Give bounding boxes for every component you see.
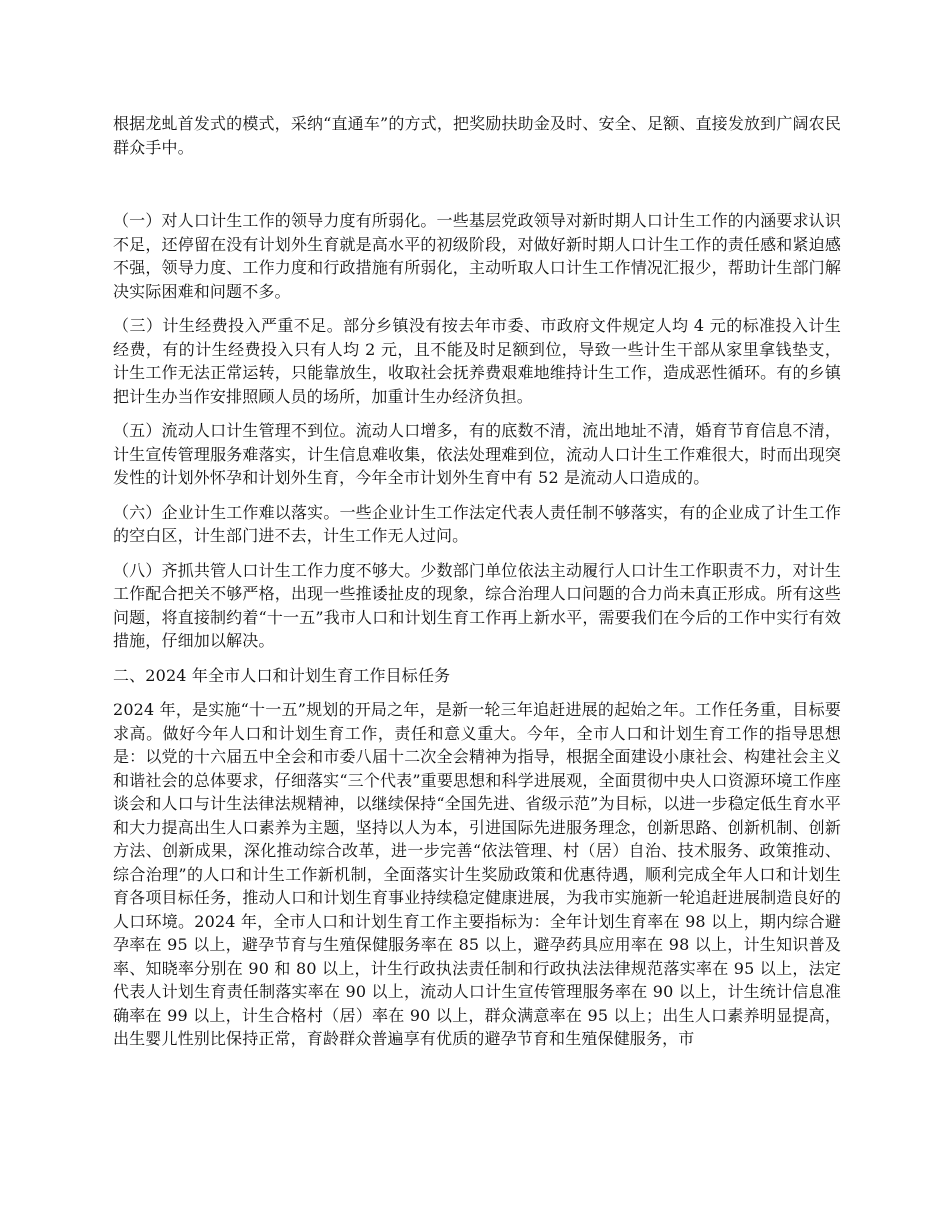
paragraph-2024-goals: 2024 年，是实施“十一五”规划的开局之年，是新一轮三年追赶进展的起始之年。工作任务重，目标要求高。做好今年人口和计划生育工作，责任和意义重大。今年，全市人口和计划生育工作的指导思想是：以党的十六届五中全会和市委八届十二次全会精神为指导，根据全面建设小康社会、构建社会主义和谐社会的总体要求，仔细落实“三个代表”重要思想和科学进展观，全面贯彻中央人口资源环境工作座谈会和人口与计生法律法规精神，以继续保持“全国先进、省级示范”为目标，以进一步稳定低生育水平和大力提高出生人口素养为主题，坚持以人为本，引进国际先进服务理念，创新思路、创新机制、创新方法、创新成果，深化推动综合改革，进一步完善“依法管理、村（居）自治、技术服务、政策推动、综合治理”的人口和计生工作新机制，全面落实计生奖励政策和优惠待遇，顺利完成全年人口和计划生育各项目标任务，推动人口和计划生育事业持续稳定健康进展，为我市实施新一轮追赶进展制造良好的人口环境。2024 年，全市人口和计划生育工作主要指标为：全年计划生育率在 98 以上，期内综合避孕率在 95 以上，避孕节育与生殖保健服务率在 85 以上，避孕药具应用率在 98 以上，计生知识普及率、知晓率分别在 90 和 80 以上，计生行政执法责任制和行政执法法律规范落实率在 95 以上，法定代表人计划生育责任制落实率在 90 以上，流动人口计生宣传管理服务率在 90 以上，计生统计信息准确率在 99 以上，计生合格村（居）率在 90 以上，群众满意率在 95 以上；出生人口素养明显提高，出生婴儿性别比保持正常，育龄群众普遍享有优质的避孕节育和生殖保健服务，市 [113,700,841,1048]
paragraph-issue-3-funding: （三）计生经费投入严重不足。部分乡镇没有按去年市委、市政府文件规定人均 4 元的标准投入计生经费，有的计生经费投入只有人均 2 元，且不能及时足额到位，导致一些计生干部从家里拿钱垫支，计生工作无法正常运转，只能靠放生，收取社会抚养费艰难地维持计生工作，造成恶性循环。有的乡镇把计生办当作安排照顾人员的场所，加重计生办经济负担。 [113,316,841,406]
paragraph-issue-5-floating-population: （五）流动人口计生管理不到位。流动人口增多，有的底数不清，流出地址不清，婚育节育信息不清，计生宣传管理服务难落实，计生信息难收集，依法处理难到位，流动人口计生工作难很大，时而出现突发性的计划外怀孕和计划外生育，今年全市计划外生育中有 52 是流动人口造成的。 [113,421,841,487]
paragraph-issue-1-leadership: （一）对人口计生工作的领导力度有所弱化。一些基层党政领导对新时期人口计生工作的内涵要求认识不足，还停留在没有计划外生育就是高水平的初级阶段，对做好新时期人口计生工作的责任感和紧迫感不强，领导力度、工作力度和行政措施有所弱化，主动听取人口计生工作情况汇报少，帮助计生部门解决实际困难和问题不多。 [113,211,841,301]
section-heading-2024-goals: 二、2024 年全市人口和计划生育工作目标任务 [113,665,451,685]
document-page [113,112,841,1051]
paragraph-issue-6-enterprise: （六）企业计生工作难以落实。一些企业计生工作法定代表人责任制不够落实，有的企业成了计生工作的空白区，计生部门进不去，计生工作无人过问。 [113,502,841,545]
paragraph-award-distribution: 根据龙虬首发式的模式，采纳“直通车”的方式，把奖励扶助金及时、安全、足额、直接发放到广阔农民群众手中。 [113,114,841,157]
paragraph-issue-8-coordination: （八）齐抓共管人口计生工作力度不够大。少数部门单位依法主动履行人口计生工作职责不力，对计生工作配合把关不够严格，出现一些推诿扯皮的现象，综合治理人口问题的合力尚未真正形成。所有这些问题，将直接制约着“十一五”我市人口和计划生育工作再上新水平，需要我们在今后的工作中实行有效措施，仔细加以解决。 [113,560,841,650]
